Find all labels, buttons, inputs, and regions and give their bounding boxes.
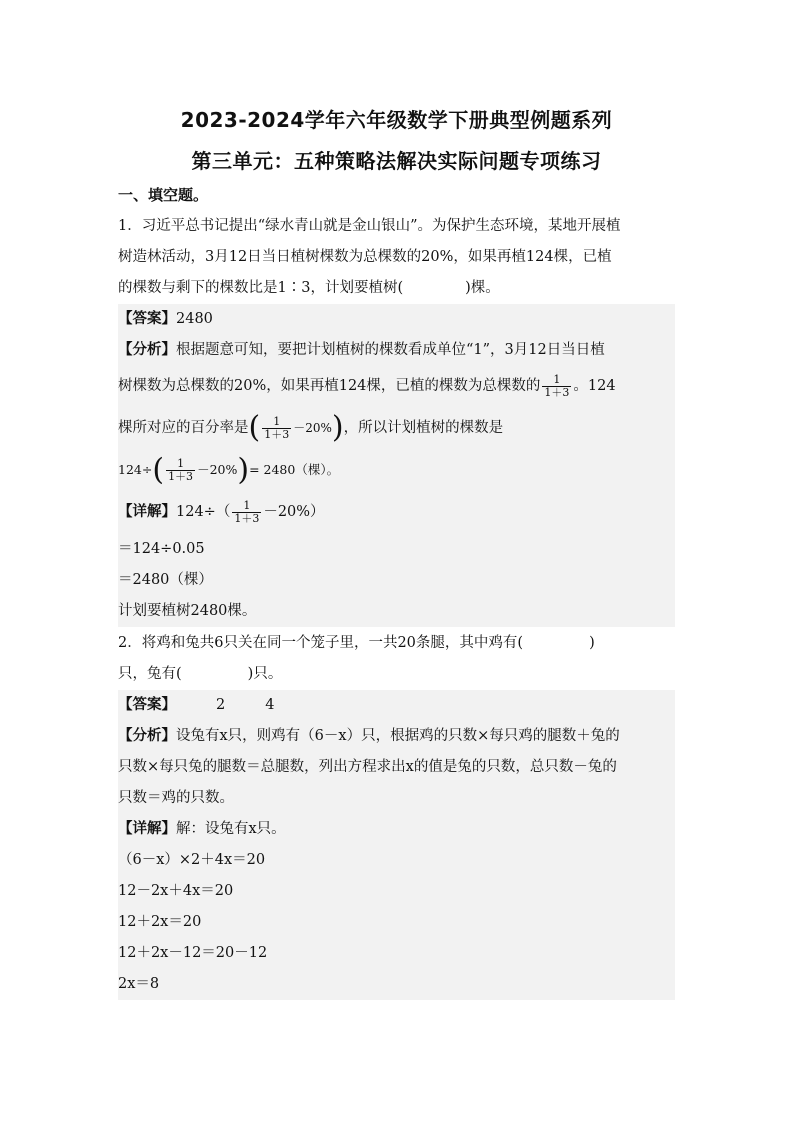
q1-line-3 [118, 273, 675, 304]
left-paren-icon: ( [152, 452, 165, 488]
q1-analysis-text-3b: ，所以计划植树的棵数是 [343, 420, 504, 436]
q2-line-2-text: 只，兔有( [118, 666, 182, 682]
section-heading: 一、填空题。 [118, 186, 209, 204]
q1-line-3-end: )棵。 [465, 280, 500, 296]
q1-detail-text-1a: 124÷（ [176, 504, 231, 520]
q1-analysis-text-4a: 124÷ [118, 462, 153, 477]
q1-analysis-line-1 [118, 335, 675, 366]
fraction-one-fourth [232, 500, 261, 525]
right-paren-icon: ) [331, 410, 344, 445]
q1-detail-line-2: ＝124÷0.05 [118, 534, 675, 565]
fraction-denominator: 1＋3 [544, 385, 570, 399]
q1-detail-line-1 [118, 490, 675, 534]
q2-line-1 [118, 628, 675, 659]
q2-detail-text-1: 解：设兔有x只。 [176, 821, 286, 837]
q2-answer-row [118, 690, 675, 721]
q2-detail-tag: 【详解】 [118, 821, 176, 837]
q1-analysis-text-2: 树棵数为总棵数的20%，如果再植124棵，已植的棵数为总棵数的 [118, 378, 541, 394]
fraction-numerator: 1 [243, 498, 251, 512]
document-subtitle: 第三单元：五种策略法解决实际问题专项练习 [191, 149, 602, 173]
document-title: 2023-2024学年六年级数学下册典型例题系列 [180, 108, 613, 132]
q2-line-2 [118, 659, 675, 690]
q1-analysis-line-3 [118, 406, 675, 450]
fraction-denominator: 1＋3 [168, 470, 194, 483]
q1-line-3-text: 的棵数与剩下的棵数比是1∶3，计划要植树( [118, 280, 404, 296]
q2-detail-line-2: （6－x）×2＋4x＝20 [118, 845, 675, 876]
q1-answer-tag: 【答案】 [118, 311, 176, 327]
q2-detail-line-6: 2x＝8 [118, 969, 675, 1000]
minus-twenty-percent: －20% [197, 462, 238, 477]
q1-analysis-text-3a: 棵所对应的百分率是 [118, 420, 249, 436]
minus-twenty-percent: －20% [293, 421, 332, 435]
q1-analysis-line-2 [118, 366, 675, 406]
q1-line-2: 树造林活动，3月12日当日植树棵数为总棵数的20%，如果再植124棵，已植 [118, 249, 612, 265]
q2-analysis-line-1 [118, 721, 675, 752]
q2-analysis-tag: 【分析】 [118, 728, 176, 744]
q1-detail-text-1b: －20%） [263, 504, 325, 520]
q1-answer-value: 2480 [176, 311, 213, 327]
right-paren-icon: ) [237, 452, 250, 488]
q2-answer-chickens: 2 [216, 697, 226, 713]
q1-analysis-tag: 【分析】 [118, 342, 176, 358]
q2-detail-line-4: 12＋2x＝20 [118, 907, 675, 938]
fraction-denominator: 1＋3 [264, 427, 290, 441]
q2-detail-line-5: 12＋2x－12＝20－12 [118, 938, 675, 969]
q2-answer-tag: 【答案】 [118, 697, 176, 713]
fraction-one-fourth [262, 416, 291, 441]
q1-detail-tag: 【详解】 [118, 504, 176, 520]
q2-answer-rabbits: 4 [265, 697, 275, 713]
q1-analysis-text-1: 根据题意可知，要把计划植树的棵数看成单位“1”，3月12日当日植 [176, 342, 605, 358]
fraction-numerator: 1 [553, 372, 561, 386]
q1-detail-line-4: 计划要植树2480棵。 [118, 596, 675, 627]
q1-detail-line-3: ＝2480（棵） [118, 565, 675, 596]
q2-detail-line-1 [118, 814, 675, 845]
fraction-numerator: 1 [177, 457, 185, 470]
fraction-one-fourth [166, 458, 195, 483]
fraction-numerator: 1 [273, 414, 281, 428]
fraction-denominator: 1＋3 [234, 511, 260, 525]
q2-analysis-text-1: 设兔有x只，则鸡有（6－x）只，根据鸡的只数×每只鸡的腿数＋兔的 [176, 728, 620, 744]
q1-line-1: 1．习近平总书记提出“绿水青山就是金山银山”。为保护生态环境，某地开展植 [118, 218, 621, 234]
q2-line-1-text: 2．将鸡和兔共6只关在同一个笼子里，一共20条腿，其中鸡有( [118, 635, 524, 651]
q2-detail-line-3: 12－2x＋4x＝20 [118, 876, 675, 907]
q1-analysis-text-2b: 。124 [573, 378, 616, 394]
q2-analysis-line-2: 只数×每只兔的腿数＝总腿数，列出方程求出x的值是兔的只数，总只数－兔的 [118, 752, 675, 783]
q1-analysis-text-4b: = 2480（棵）。 [249, 462, 340, 477]
q2-line-1-end: ) [589, 635, 595, 651]
fraction-one-fourth [542, 374, 571, 399]
left-paren-icon: ( [248, 410, 261, 445]
q1-answer-row [118, 304, 675, 335]
q1-analysis-line-4 [118, 450, 675, 490]
q2-analysis-line-3: 只数＝鸡的只数。 [118, 783, 675, 814]
q2-line-2-end: )只。 [247, 666, 283, 682]
